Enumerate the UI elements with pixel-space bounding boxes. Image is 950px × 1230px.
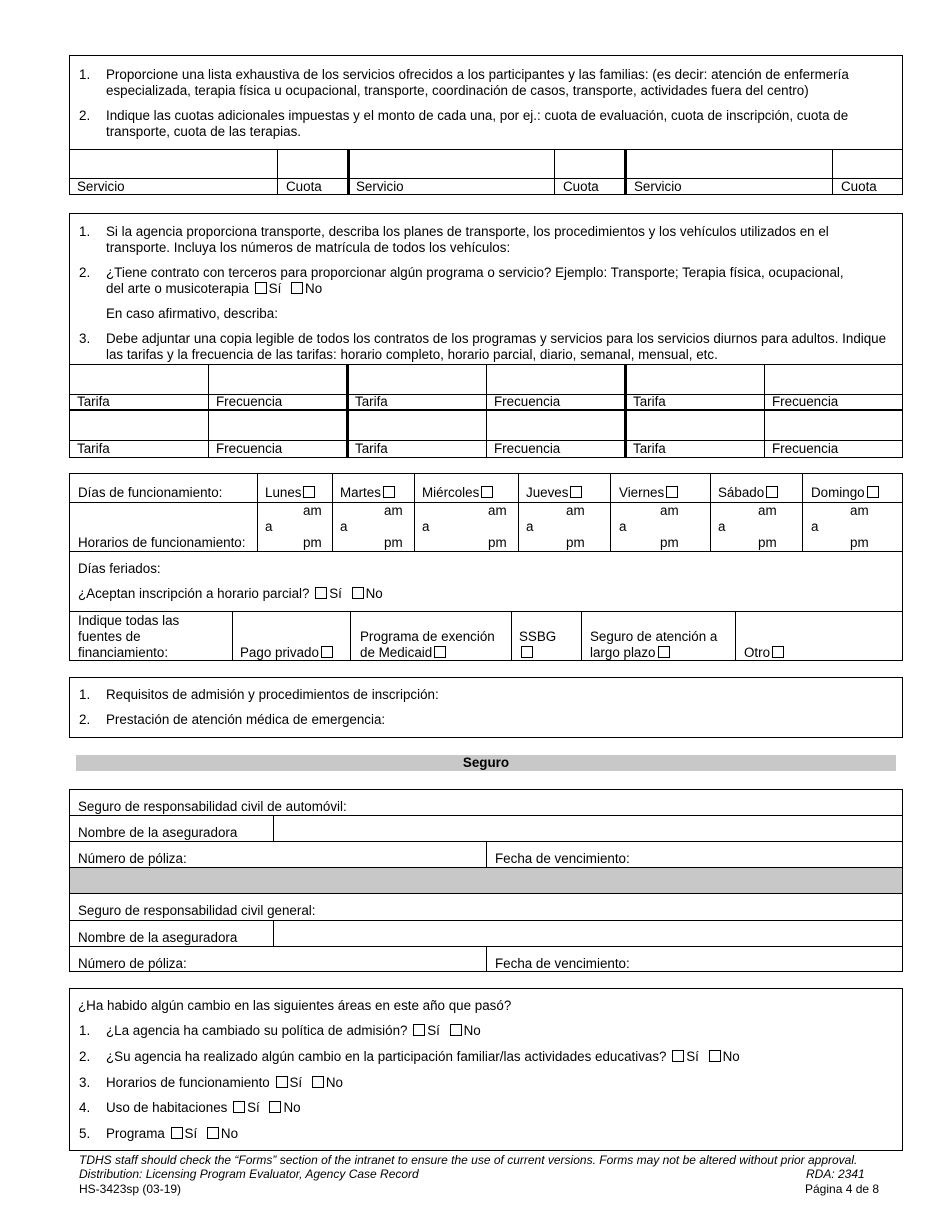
thursday-checkbox[interactable] — [570, 486, 582, 498]
change-5-no-checkbox[interactable] — [207, 1127, 219, 1139]
rate-label: Tarifa — [355, 441, 388, 456]
auto-insurer-label: Nombre de la aseguradora — [78, 825, 238, 840]
wednesday-pm: pm — [488, 535, 507, 550]
saturday-pm: pm — [758, 535, 777, 550]
change-item-5: Programa Sí No — [106, 1126, 239, 1141]
day-monday: Lunes — [265, 485, 317, 501]
saturday-am: am — [758, 503, 777, 518]
transport-item-1-text: Si la agencia proporciona transporte, describa los planes de transporte, los procedimientos y los vehículos utilizados en el transporte. Incluya los números de matrícula de todos los vehículos: — [106, 224, 829, 255]
rate-label: Tarifa — [77, 441, 110, 456]
day-sunday: Domingo — [811, 485, 881, 501]
general-insurer-label: Nombre de la aseguradora — [78, 930, 238, 945]
monday-pm: pm — [303, 535, 322, 550]
admission-item-2-num: 2. — [79, 712, 91, 727]
sunday-a: a — [811, 519, 819, 534]
friday-checkbox[interactable] — [666, 486, 678, 498]
footer-notice: TDHS staff should check the “Forms” section of the intranet to ensure the use of current versions. Forms may not be altered without prior approval. — [79, 1153, 858, 1167]
frequency-label: Frecuencia — [494, 394, 561, 409]
insurance-divider — [70, 868, 902, 893]
part-time-no-checkbox[interactable] — [352, 587, 364, 599]
general-liability-label: Seguro de responsabilidad civil general: — [78, 903, 316, 918]
funding-other: Otro — [744, 645, 786, 661]
hours-of-operation-label: Horarios de funcionamiento: — [78, 535, 246, 550]
contract-no-checkbox[interactable] — [291, 282, 303, 294]
contract-item-3-text: Debe adjuntar una copia legible de todos los contratos de los programas y servicios para los servicios diurnos para adultos. Indique las tarifas y la frecuencia de las tarifas: horario completo, horario parcial, diario, semanal, mensual, etc. — [106, 331, 887, 362]
service-label: Servicio — [77, 179, 125, 194]
holidays-label: Días feriados: — [78, 561, 161, 576]
footer-distribution: Distribution: Licensing Program Evaluator, Agency Case Record — [79, 1167, 419, 1181]
funding-private-pay: Pago privado — [240, 645, 335, 661]
footer-rda: RDA: 2341 — [806, 1167, 865, 1181]
day-tuesday: Martes — [340, 485, 397, 501]
tuesday-checkbox[interactable] — [383, 486, 395, 498]
saturday-a: a — [718, 519, 726, 534]
day-friday: Viernes — [619, 485, 680, 501]
day-wednesday: Miércoles — [422, 485, 495, 501]
services-item-1-text: Proporcione una lista exhaustiva de los servicios ofrecidos a los participantes y las familias: (es decir: atención de enfermería especializada, terapia física u ocupacional, transporte, coordinación de casos, transporte, actividades fuera del centro) — [106, 67, 849, 98]
long-term-care-checkbox[interactable] — [658, 646, 670, 658]
friday-am: am — [660, 503, 679, 518]
private-pay-checkbox[interactable] — [321, 646, 333, 658]
funding-ssbg: SSBG — [519, 629, 569, 661]
friday-pm: pm — [660, 535, 679, 550]
frequency-label: Frecuencia — [216, 441, 283, 456]
change-item-5-num: 5. — [79, 1126, 91, 1141]
admission-item-1-text: Requisitos de admisión y procedimientos de inscripción: — [106, 687, 439, 702]
saturday-checkbox[interactable] — [766, 486, 778, 498]
wednesday-checkbox[interactable] — [481, 486, 493, 498]
change-item-1: ¿La agencia ha cambiado su política de admisión? Sí No — [106, 1023, 481, 1038]
services-item-2-text: Indique las cuotas adicionales impuestas y el monto de cada una, por ej.: cuota de evaluación, cuota de inscripción, cuota de transporte, cuota de las terapias. — [106, 108, 849, 139]
funding-long-term-care: Seguro de atención a largo plazo — [590, 629, 718, 660]
thursday-pm: pm — [566, 535, 585, 550]
friday-a: a — [619, 519, 627, 534]
change-1-no-checkbox[interactable] — [450, 1024, 462, 1036]
fee-label: Cuota — [841, 179, 877, 194]
auto-policy-label: Número de póliza: — [78, 851, 187, 866]
tuesday-a: a — [340, 519, 348, 534]
insurance-heading: Seguro — [462, 755, 510, 770]
contract-item-2-line1: ¿Tiene contrato con terceros para proporcionar algún programa o servicio? Ejemplo: Transporte; Terapia física, ocupacional, — [106, 265, 844, 280]
thursday-a: a — [526, 519, 534, 534]
change-4-no-checkbox[interactable] — [269, 1101, 281, 1113]
ssbg-checkbox[interactable] — [521, 646, 533, 658]
admission-item-1-num: 1. — [79, 687, 91, 702]
contract-item-2-num: 2. — [79, 265, 91, 280]
funding-sources-label: Indique todas las fuentes de financiamiento: — [78, 613, 180, 660]
contract-describe: En caso afirmativo, describa: — [106, 306, 278, 321]
general-policy-label: Número de póliza: — [78, 956, 187, 971]
fee-label: Cuota — [563, 179, 599, 194]
change-2-no-checkbox[interactable] — [709, 1050, 721, 1062]
change-1-yes-checkbox[interactable] — [413, 1024, 425, 1036]
change-5-yes-checkbox[interactable] — [171, 1127, 183, 1139]
wednesday-am: am — [488, 503, 507, 518]
frequency-label: Frecuencia — [772, 441, 839, 456]
contract-item-3-num: 3. — [79, 331, 91, 346]
tuesday-pm: pm — [384, 535, 403, 550]
part-time-question: ¿Aceptan inscripción a horario parcial? Sí No — [78, 586, 383, 601]
medicaid-waiver-checkbox[interactable] — [434, 646, 446, 658]
rate-label: Tarifa — [633, 441, 666, 456]
auto-liability-label: Seguro de responsabilidad civil de automóvil: — [78, 799, 347, 814]
funding-medicaid-waiver: Programa de exención de Medicaid — [360, 629, 495, 660]
frequency-label: Frecuencia — [216, 394, 283, 409]
auto-expiry-label: Fecha de vencimiento: — [495, 851, 630, 866]
thursday-am: am — [566, 503, 585, 518]
change-item-2: ¿Su agencia ha realizado algún cambio en la participación familiar/las actividades educativas? Sí No — [106, 1049, 740, 1064]
monday-a: a — [265, 519, 273, 534]
part-time-yes-checkbox[interactable] — [315, 587, 327, 599]
days-of-operation-label: Días de funcionamiento: — [78, 485, 223, 500]
monday-am: am — [303, 503, 322, 518]
service-label: Servicio — [356, 179, 404, 194]
change-item-1-num: 1. — [79, 1023, 91, 1038]
contract-item-2-line2: del arte o musicoterapia Sí No — [106, 281, 323, 296]
change-2-yes-checkbox[interactable] — [672, 1050, 684, 1062]
other-funding-checkbox[interactable] — [772, 646, 784, 658]
fee-label: Cuota — [286, 179, 322, 194]
footer-page-number: Página 4 de 8 — [805, 1182, 880, 1196]
services-item-1-num: 1. — [79, 67, 91, 82]
sunday-checkbox[interactable] — [867, 486, 879, 498]
monday-checkbox[interactable] — [303, 486, 315, 498]
footer-form-number: HS-3423sp (03-19) — [79, 1182, 182, 1196]
tuesday-am: am — [384, 503, 403, 518]
change-3-no-checkbox[interactable] — [312, 1076, 324, 1088]
service-label: Servicio — [634, 179, 682, 194]
general-expiry-label: Fecha de vencimiento: — [495, 956, 630, 971]
sunday-pm: pm — [850, 535, 869, 550]
wednesday-a: a — [422, 519, 430, 534]
frequency-label: Frecuencia — [772, 394, 839, 409]
admission-item-2-text: Prestación de atención médica de emergencia: — [106, 712, 386, 727]
frequency-label: Frecuencia — [494, 441, 561, 456]
transport-item-1-num: 1. — [79, 224, 91, 239]
changes-question: ¿Ha habido algún cambio en las siguientes áreas en este año que pasó? — [78, 998, 512, 1013]
general-insurer-field[interactable] — [275, 921, 901, 945]
sunday-am: am — [850, 503, 869, 518]
rate-label: Tarifa — [355, 394, 388, 409]
change-item-4: Uso de habitaciones Sí No — [106, 1100, 301, 1115]
change-item-2-num: 2. — [79, 1049, 91, 1064]
change-item-4-num: 4. — [79, 1100, 91, 1115]
day-saturday: Sábado — [718, 485, 780, 501]
services-item-2-num: 2. — [79, 108, 91, 123]
change-3-yes-checkbox[interactable] — [276, 1076, 288, 1088]
day-thursday: Jueves — [526, 485, 584, 501]
change-4-yes-checkbox[interactable] — [233, 1101, 245, 1113]
change-item-3: Horarios de funcionamiento Sí No — [106, 1075, 344, 1090]
rate-label: Tarifa — [77, 394, 110, 409]
contract-yes-checkbox[interactable] — [255, 282, 267, 294]
auto-insurer-field[interactable] — [275, 816, 901, 840]
change-item-3-num: 3. — [79, 1075, 91, 1090]
rate-label: Tarifa — [633, 394, 666, 409]
